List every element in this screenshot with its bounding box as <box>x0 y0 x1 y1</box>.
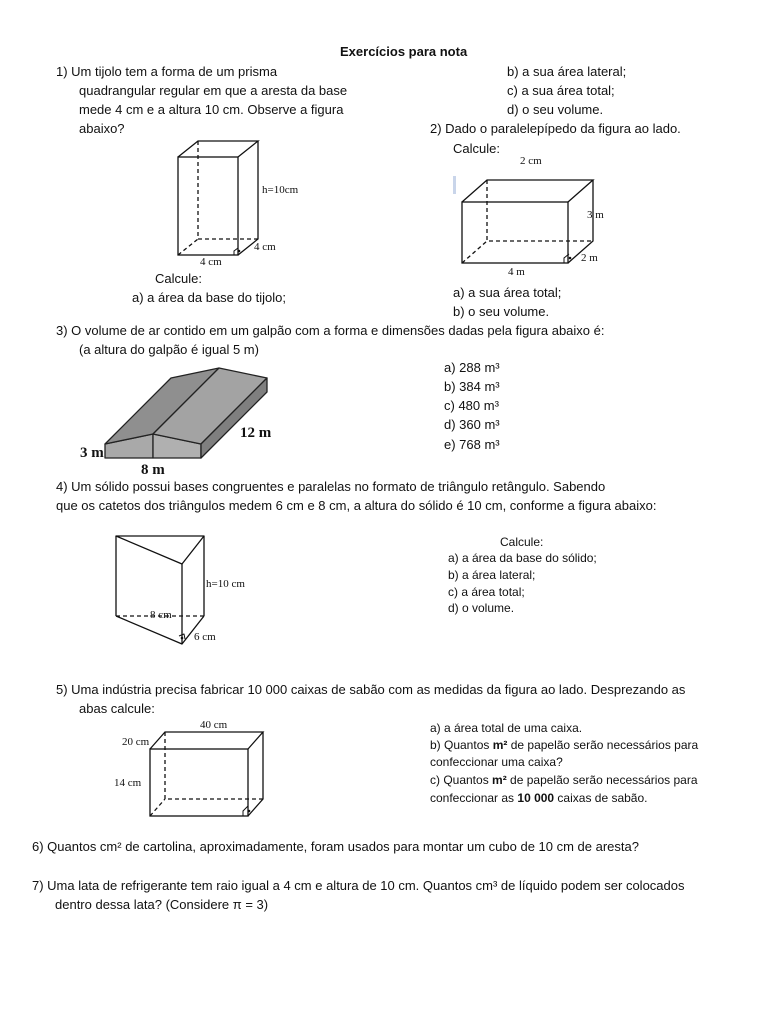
box-hidden-edge-base <box>150 799 165 816</box>
q2-label-width: 4 m <box>508 266 525 278</box>
q5-label-height: 14 cm <box>114 777 142 789</box>
brick-side-face <box>238 141 258 255</box>
q4-label-leg-b: 6 cm <box>194 631 216 643</box>
brick-top-face <box>178 141 258 157</box>
q5-item-c-prefix: c) Quantos <box>430 773 493 787</box>
q1-line-3: mede 4 cm e a altura 10 cm. Observe a figura <box>79 102 344 117</box>
box-top-face <box>150 732 263 749</box>
q1-brick-figure <box>170 135 320 270</box>
q1-label-width: 4 cm <box>200 256 222 268</box>
q5-item-b-prefix: b) Quantos <box>430 738 493 752</box>
box-side-face <box>248 732 263 816</box>
q1-label-depth: 4 cm <box>254 241 276 253</box>
q4-line-1: 4) Um sólido possui bases congruentes e paralelas no formato de triângulo retângulo. Sabendo <box>56 479 606 494</box>
right-angle-mark <box>243 806 248 816</box>
q5-label-width: 40 cm <box>200 719 228 731</box>
box-top-face <box>462 180 593 202</box>
q1-calcule: Calcule: <box>155 271 202 286</box>
q5-item-c-suffix: de papelão serão necessários para <box>506 773 698 787</box>
q3-line-1: 3) O volume de ar contido em um galpão com a forma e dimensões dadas pela figura abaixo é: <box>56 323 605 338</box>
q3-shed-figure <box>75 360 285 480</box>
brick-front-face <box>178 157 238 255</box>
box-hidden-edges <box>487 180 593 241</box>
page-title: Exercícios para nota <box>340 44 468 59</box>
q1-item-c: c) a sua área total; <box>507 83 615 98</box>
q4-prism-figure <box>108 530 258 650</box>
box-front-face <box>462 202 568 263</box>
right-angle-dot <box>181 637 184 640</box>
q2-calcule: Calcule: <box>453 141 500 156</box>
q5-label-depth: 20 cm <box>122 736 150 748</box>
q4-item-b: b) a área lateral; <box>448 568 536 582</box>
q4-item-c: c) a área total; <box>448 585 525 599</box>
q3-label-width: 8 m <box>141 462 165 478</box>
brick-hidden-edges <box>198 141 258 239</box>
q1-line-4: abaixo? <box>79 121 125 136</box>
right-angle-dot <box>569 257 572 260</box>
q1-label-height: h=10cm <box>262 184 299 196</box>
q4-item-a: a) a área da base do sólido; <box>448 551 597 565</box>
q4-label-leg-a: 8 cm <box>150 609 172 621</box>
q3-option-c: c) 480 m³ <box>444 398 499 413</box>
q7-line-2: dentro dessa lata? (Considere π = 3) <box>55 897 269 912</box>
box-hidden-edge-base <box>462 241 487 263</box>
q3-label-height: 3 m <box>80 445 104 461</box>
q5-item-b-unit: m² <box>492 738 508 752</box>
q5-line-1: 5) Uma indústria precisa fabricar 10 000 caixas de sabão com as medidas da figura ao lado. Desprezando as <box>56 682 686 697</box>
q1-line-2: quadrangular regular em que a aresta da base <box>79 83 348 98</box>
q1-line-1: 1) Um tijolo tem a forma de um prisma <box>56 64 278 79</box>
q2-label-top: 2 cm <box>520 155 542 167</box>
prism-top-face <box>116 536 204 564</box>
q5-item-c2-suffix: caixas de sabão. <box>554 791 648 805</box>
q5-item-b-suffix: de papelão serão necessários para <box>507 738 699 752</box>
q3-label-depth: 12 m <box>240 425 272 441</box>
q5-item-c2-bold: 10 000 <box>517 791 555 805</box>
right-angle-dot <box>238 250 241 253</box>
q2-line-1: 2) Dado o paralelepípedo da figura ao lado. <box>430 121 681 136</box>
q5-item-c2-prefix: confeccionar as <box>430 791 518 805</box>
q2-label-height: 3 m <box>587 209 604 221</box>
q3-option-d: d) 360 m³ <box>444 417 500 432</box>
q5-item-b <box>430 737 698 753</box>
q2-box-figure <box>450 150 610 280</box>
q3-line-2: (a altura do galpão é igual 5 m) <box>79 342 259 357</box>
q5-item-c-unit: m² <box>492 773 507 787</box>
q4-label-height: h=10 cm <box>206 578 245 590</box>
q5-item-a: a) a área total de uma caixa. <box>430 721 583 735</box>
q5-item-b-line-2: confeccionar uma caixa? <box>430 755 563 769</box>
q1-item-d: d) o seu volume. <box>507 102 604 117</box>
q4-calcule: Calcule: <box>500 535 544 549</box>
q2-label-depth: 2 m <box>581 252 598 264</box>
q4-line-2: que os catetos dos triângulos medem 6 cm e 8 cm, a altura do sólido é 10 cm, conforme a figura abaixo: <box>56 498 657 513</box>
q5-line-2: abas calcule: <box>79 701 155 716</box>
box-side-face <box>568 180 593 263</box>
q3-option-e: e) 768 m³ <box>444 437 500 452</box>
q2-item-a: a) a sua área total; <box>453 285 562 300</box>
q1-item-a: a) a área da base do tijolo; <box>132 290 286 305</box>
figure-mark <box>453 176 456 194</box>
q4-item-d: d) o volume. <box>448 601 515 615</box>
q6-line: 6) Quantos cm² de cartolina, aproximadamente, foram usados para montar um cubo de 10 cm de aresta? <box>32 839 639 854</box>
q7-line-1: 7) Uma lata de refrigerante tem raio igual a 4 cm e altura de 10 cm. Quantos cm³ de líquido podem ser colocados <box>32 878 685 893</box>
q3-option-a: a) 288 m³ <box>444 360 500 375</box>
q5-item-c <box>430 772 698 788</box>
right-angle-dot <box>248 810 251 813</box>
q1-item-b: b) a sua área lateral; <box>507 64 627 79</box>
q3-option-b: b) 384 m³ <box>444 379 500 394</box>
q5-box-figure <box>110 716 270 821</box>
brick-hidden-edge-base <box>178 239 198 255</box>
q5-item-c-line-2 <box>430 790 648 806</box>
q2-item-b: b) o seu volume. <box>453 304 550 319</box>
